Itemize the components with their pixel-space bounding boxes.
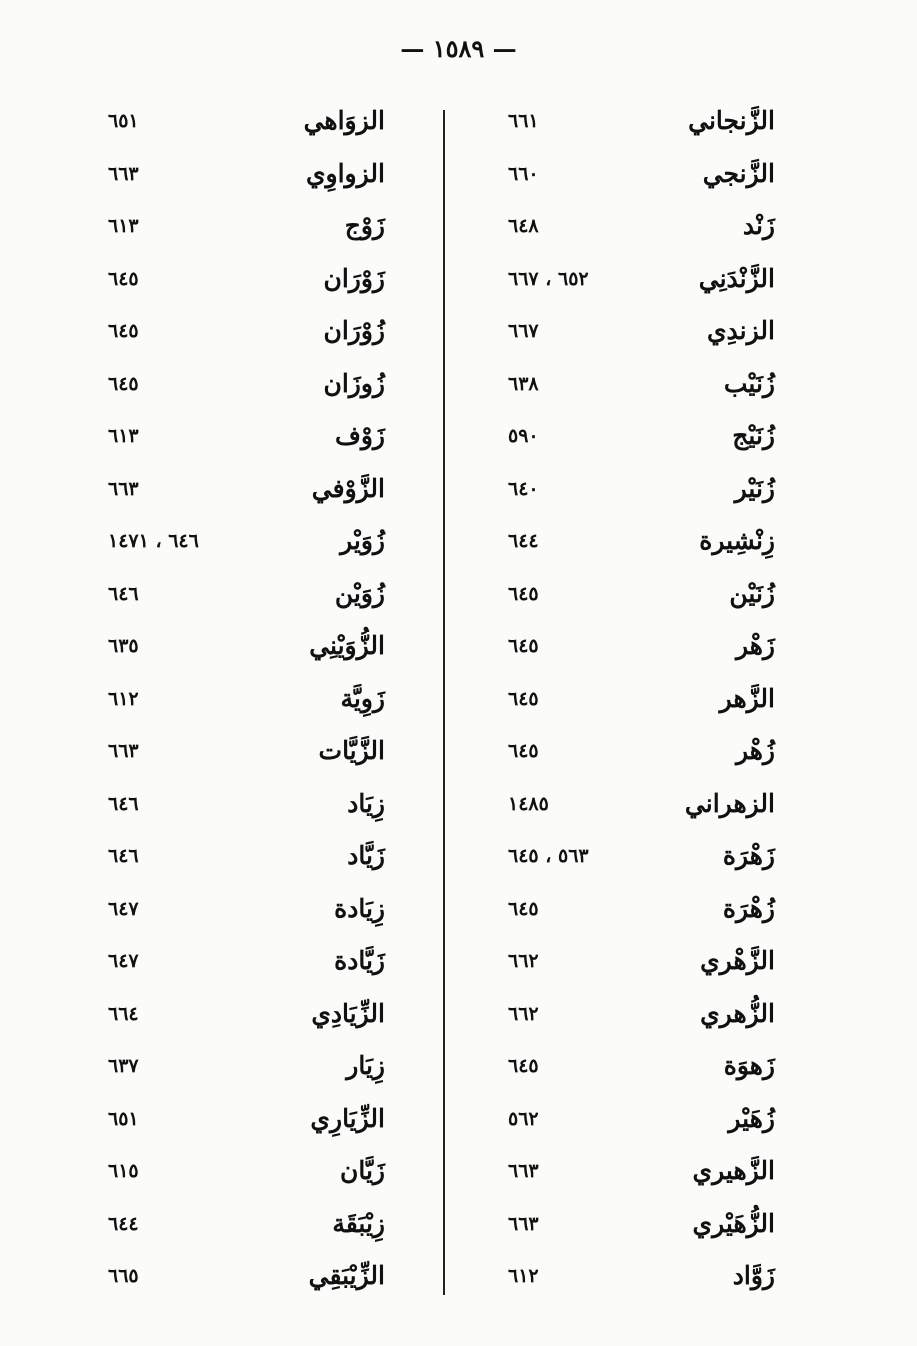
entry-word: زَوِيَّة bbox=[340, 683, 385, 713]
entry-word: زَوْرَان bbox=[323, 263, 385, 293]
index-entry bbox=[480, 258, 900, 311]
entry-pages: ٦١٣ bbox=[108, 215, 139, 237]
entry-word: زُهَيْر bbox=[728, 1103, 775, 1133]
entry-word: زُوْرَان bbox=[323, 316, 385, 345]
entry-word: زُنَيْب bbox=[723, 368, 775, 398]
entry-word: الزوَاهي bbox=[303, 106, 385, 135]
entry-pages: ٦٤٦ bbox=[108, 582, 139, 605]
entry-word: الزِّيَادِي bbox=[311, 998, 385, 1028]
index-entry bbox=[480, 1045, 900, 1098]
entry-pages: ٦٤٦ bbox=[108, 792, 139, 815]
index-entry bbox=[480, 835, 900, 888]
index-entry bbox=[90, 258, 510, 311]
entry-word: زُنَيْر bbox=[734, 473, 775, 503]
index-entry bbox=[90, 1255, 510, 1308]
entry-word: الزَّنْدَنِي bbox=[698, 263, 775, 293]
entry-pages: ٦٦٧ bbox=[508, 320, 539, 342]
entry-pages: ٦٤٥ bbox=[508, 897, 539, 920]
index-entry bbox=[480, 783, 900, 836]
entry-pages: ٦٤٥ bbox=[508, 582, 539, 605]
index-entry bbox=[90, 520, 510, 573]
entry-pages: ٦٤٦ bbox=[108, 845, 139, 867]
entry-pages: ٦١٥ bbox=[108, 1160, 139, 1182]
index-entry bbox=[90, 100, 510, 153]
index-entry bbox=[480, 1203, 900, 1256]
entry-word: الزهراني bbox=[684, 788, 775, 818]
entry-pages: ٦٦٤ bbox=[108, 1002, 139, 1025]
entry-word: زَيَّاد bbox=[347, 841, 385, 870]
entry-word: الزَّهر bbox=[719, 683, 775, 713]
entry-pages: ٦٥١ bbox=[108, 1107, 139, 1130]
entry-pages: ٦٤٨ bbox=[508, 215, 539, 237]
entry-word: زَوَّاد bbox=[732, 1261, 775, 1290]
entry-word: زِيَار bbox=[346, 1051, 385, 1080]
entry-word: الزُّوَيْنِي bbox=[309, 631, 385, 660]
entry-pages: ٦٣٨ bbox=[508, 372, 539, 395]
entry-pages: ٦٤٥ bbox=[508, 635, 539, 657]
index-entry bbox=[480, 468, 900, 521]
entry-pages: ٦٣٧ bbox=[108, 1055, 139, 1077]
index-entry bbox=[90, 993, 510, 1046]
entry-pages: ٦٦٣ bbox=[108, 477, 139, 500]
index-entry bbox=[480, 1150, 900, 1203]
entry-word: الزِّيْبَقِي bbox=[308, 1261, 385, 1290]
entry-pages: ٦٦١ bbox=[508, 110, 539, 132]
entry-word: زِنْشِيرة bbox=[699, 526, 775, 555]
entry-pages: ٦٥١ bbox=[108, 110, 139, 132]
index-entry bbox=[90, 783, 510, 836]
entry-word: زُنَيْج bbox=[732, 421, 775, 450]
entry-word: زَيَّادة bbox=[334, 946, 385, 975]
index-entry bbox=[480, 205, 900, 258]
index-entry bbox=[480, 1255, 900, 1308]
entry-word: زُهْرَة bbox=[722, 893, 775, 923]
entry-word: زُنَيْن bbox=[729, 578, 775, 608]
index-entry bbox=[480, 678, 900, 731]
entry-pages: ٦٤٥ bbox=[508, 687, 539, 710]
index-entry bbox=[90, 153, 510, 206]
entry-pages: ٦٤٦ ، ١٤٧١ bbox=[108, 530, 199, 552]
entry-pages: ٦٦٣ bbox=[108, 740, 139, 762]
entry-word: الزُّهري bbox=[700, 998, 775, 1028]
page-number: — ١٥٨٩ — bbox=[400, 34, 517, 63]
index-entry bbox=[480, 153, 900, 206]
entry-pages: ٦٦٠ bbox=[508, 162, 539, 185]
entry-word: زُوزَان bbox=[323, 368, 385, 398]
entry-pages: ٦٦٣ bbox=[508, 1212, 539, 1235]
index-entry bbox=[90, 310, 510, 363]
index-entry bbox=[90, 205, 510, 258]
index-entry bbox=[90, 468, 510, 521]
index-entry bbox=[480, 993, 900, 1046]
entry-word: الزُّهَيْري bbox=[692, 1208, 775, 1238]
index-entry bbox=[480, 415, 900, 468]
entry-word: الزَّهيري bbox=[692, 1156, 775, 1185]
index-entry bbox=[480, 520, 900, 573]
entry-word: زُهْر bbox=[735, 736, 775, 765]
entry-word: زَهْرَة bbox=[722, 841, 775, 870]
entry-word: الزَّنجي bbox=[702, 158, 775, 188]
entry-word: الزَّوْفي bbox=[311, 473, 385, 503]
index-entry bbox=[480, 730, 900, 783]
index-entry bbox=[90, 1098, 510, 1151]
entry-pages: ٦٤٧ bbox=[108, 950, 139, 972]
left-column bbox=[90, 100, 510, 1308]
index-entry bbox=[90, 1203, 510, 1256]
index-entry bbox=[480, 625, 900, 678]
index-entry bbox=[90, 573, 510, 626]
index-entry bbox=[90, 1150, 510, 1203]
entry-word: زُوَيْر bbox=[340, 526, 385, 555]
entry-word: زَوْف bbox=[334, 421, 385, 450]
index-entry bbox=[480, 363, 900, 416]
entry-pages: ٦٤٧ bbox=[108, 897, 139, 920]
index-entry bbox=[90, 625, 510, 678]
entry-pages: ٥٩٠ bbox=[508, 425, 539, 447]
entry-pages: ٦٦٣ bbox=[508, 1160, 539, 1182]
index-entry bbox=[480, 888, 900, 941]
index-entry bbox=[90, 678, 510, 731]
entry-word: الزَّيَّات bbox=[318, 736, 385, 765]
index-entry bbox=[90, 730, 510, 783]
entry-pages: ٦٤٥ bbox=[108, 320, 139, 342]
entry-pages: ٦٣٥ bbox=[108, 635, 139, 657]
index-entry bbox=[90, 835, 510, 888]
entry-word: زَيَّان bbox=[339, 1156, 385, 1185]
entry-word: زِيَاد bbox=[347, 788, 385, 818]
index-entry bbox=[480, 940, 900, 993]
index-entry bbox=[90, 363, 510, 416]
entry-pages: ٦٤٤ bbox=[508, 530, 539, 552]
entry-pages: ٦٤٥ bbox=[108, 372, 139, 395]
index-entry bbox=[480, 310, 900, 363]
entry-word: زَنْد bbox=[742, 211, 775, 240]
index-entry bbox=[90, 415, 510, 468]
entry-pages: ٦٦٥ bbox=[108, 1265, 139, 1287]
entry-pages: ٦٤٥ bbox=[508, 1055, 539, 1077]
entry-word: الزِّيَارِي bbox=[310, 1103, 385, 1133]
index-entry bbox=[90, 1045, 510, 1098]
entry-word: زَهْر bbox=[735, 631, 775, 660]
entry-pages: ٦٦٣ bbox=[108, 162, 139, 185]
right-column bbox=[480, 100, 900, 1308]
entry-pages: ٦١٣ bbox=[108, 425, 139, 447]
entry-pages: ٦١٢ bbox=[108, 687, 139, 710]
entry-word: زَهوَة bbox=[723, 1051, 775, 1080]
index-entry bbox=[90, 940, 510, 993]
entry-word: زِيْبَقَة bbox=[332, 1208, 385, 1238]
entry-word: الزَّهْري bbox=[700, 946, 775, 975]
entry-word: زَوْج bbox=[344, 211, 385, 240]
index-entry bbox=[90, 888, 510, 941]
entry-pages: ٥٦٢ bbox=[508, 1107, 539, 1130]
entry-pages: ٦٦٢ bbox=[508, 1002, 539, 1025]
entry-pages: ٦٤٤ bbox=[108, 1212, 139, 1235]
entry-pages: ١٤٨٥ bbox=[508, 792, 549, 815]
entry-pages: ٦٥٢ ، ٦٦٧ bbox=[508, 267, 589, 290]
index-entry bbox=[480, 573, 900, 626]
entry-pages: ٦١٢ bbox=[508, 1265, 539, 1287]
entry-pages: ٦٦٢ bbox=[508, 950, 539, 972]
index-entry bbox=[480, 1098, 900, 1151]
entry-pages: ٦٤٥ bbox=[108, 267, 139, 290]
entry-word: الزَّنجاني bbox=[688, 106, 775, 135]
entry-pages: ٥٦٣ ، ٦٤٥ bbox=[508, 845, 589, 867]
entry-word: الزواوِي bbox=[305, 158, 385, 188]
entry-word: زُوَيْن bbox=[334, 578, 385, 608]
entry-pages: ٦٤٥ bbox=[508, 740, 539, 762]
entry-pages: ٦٤٠ bbox=[508, 477, 539, 500]
entry-word: زِيَادة bbox=[334, 893, 385, 923]
index-entry bbox=[480, 100, 900, 153]
entry-word: الزندِي bbox=[706, 316, 775, 345]
